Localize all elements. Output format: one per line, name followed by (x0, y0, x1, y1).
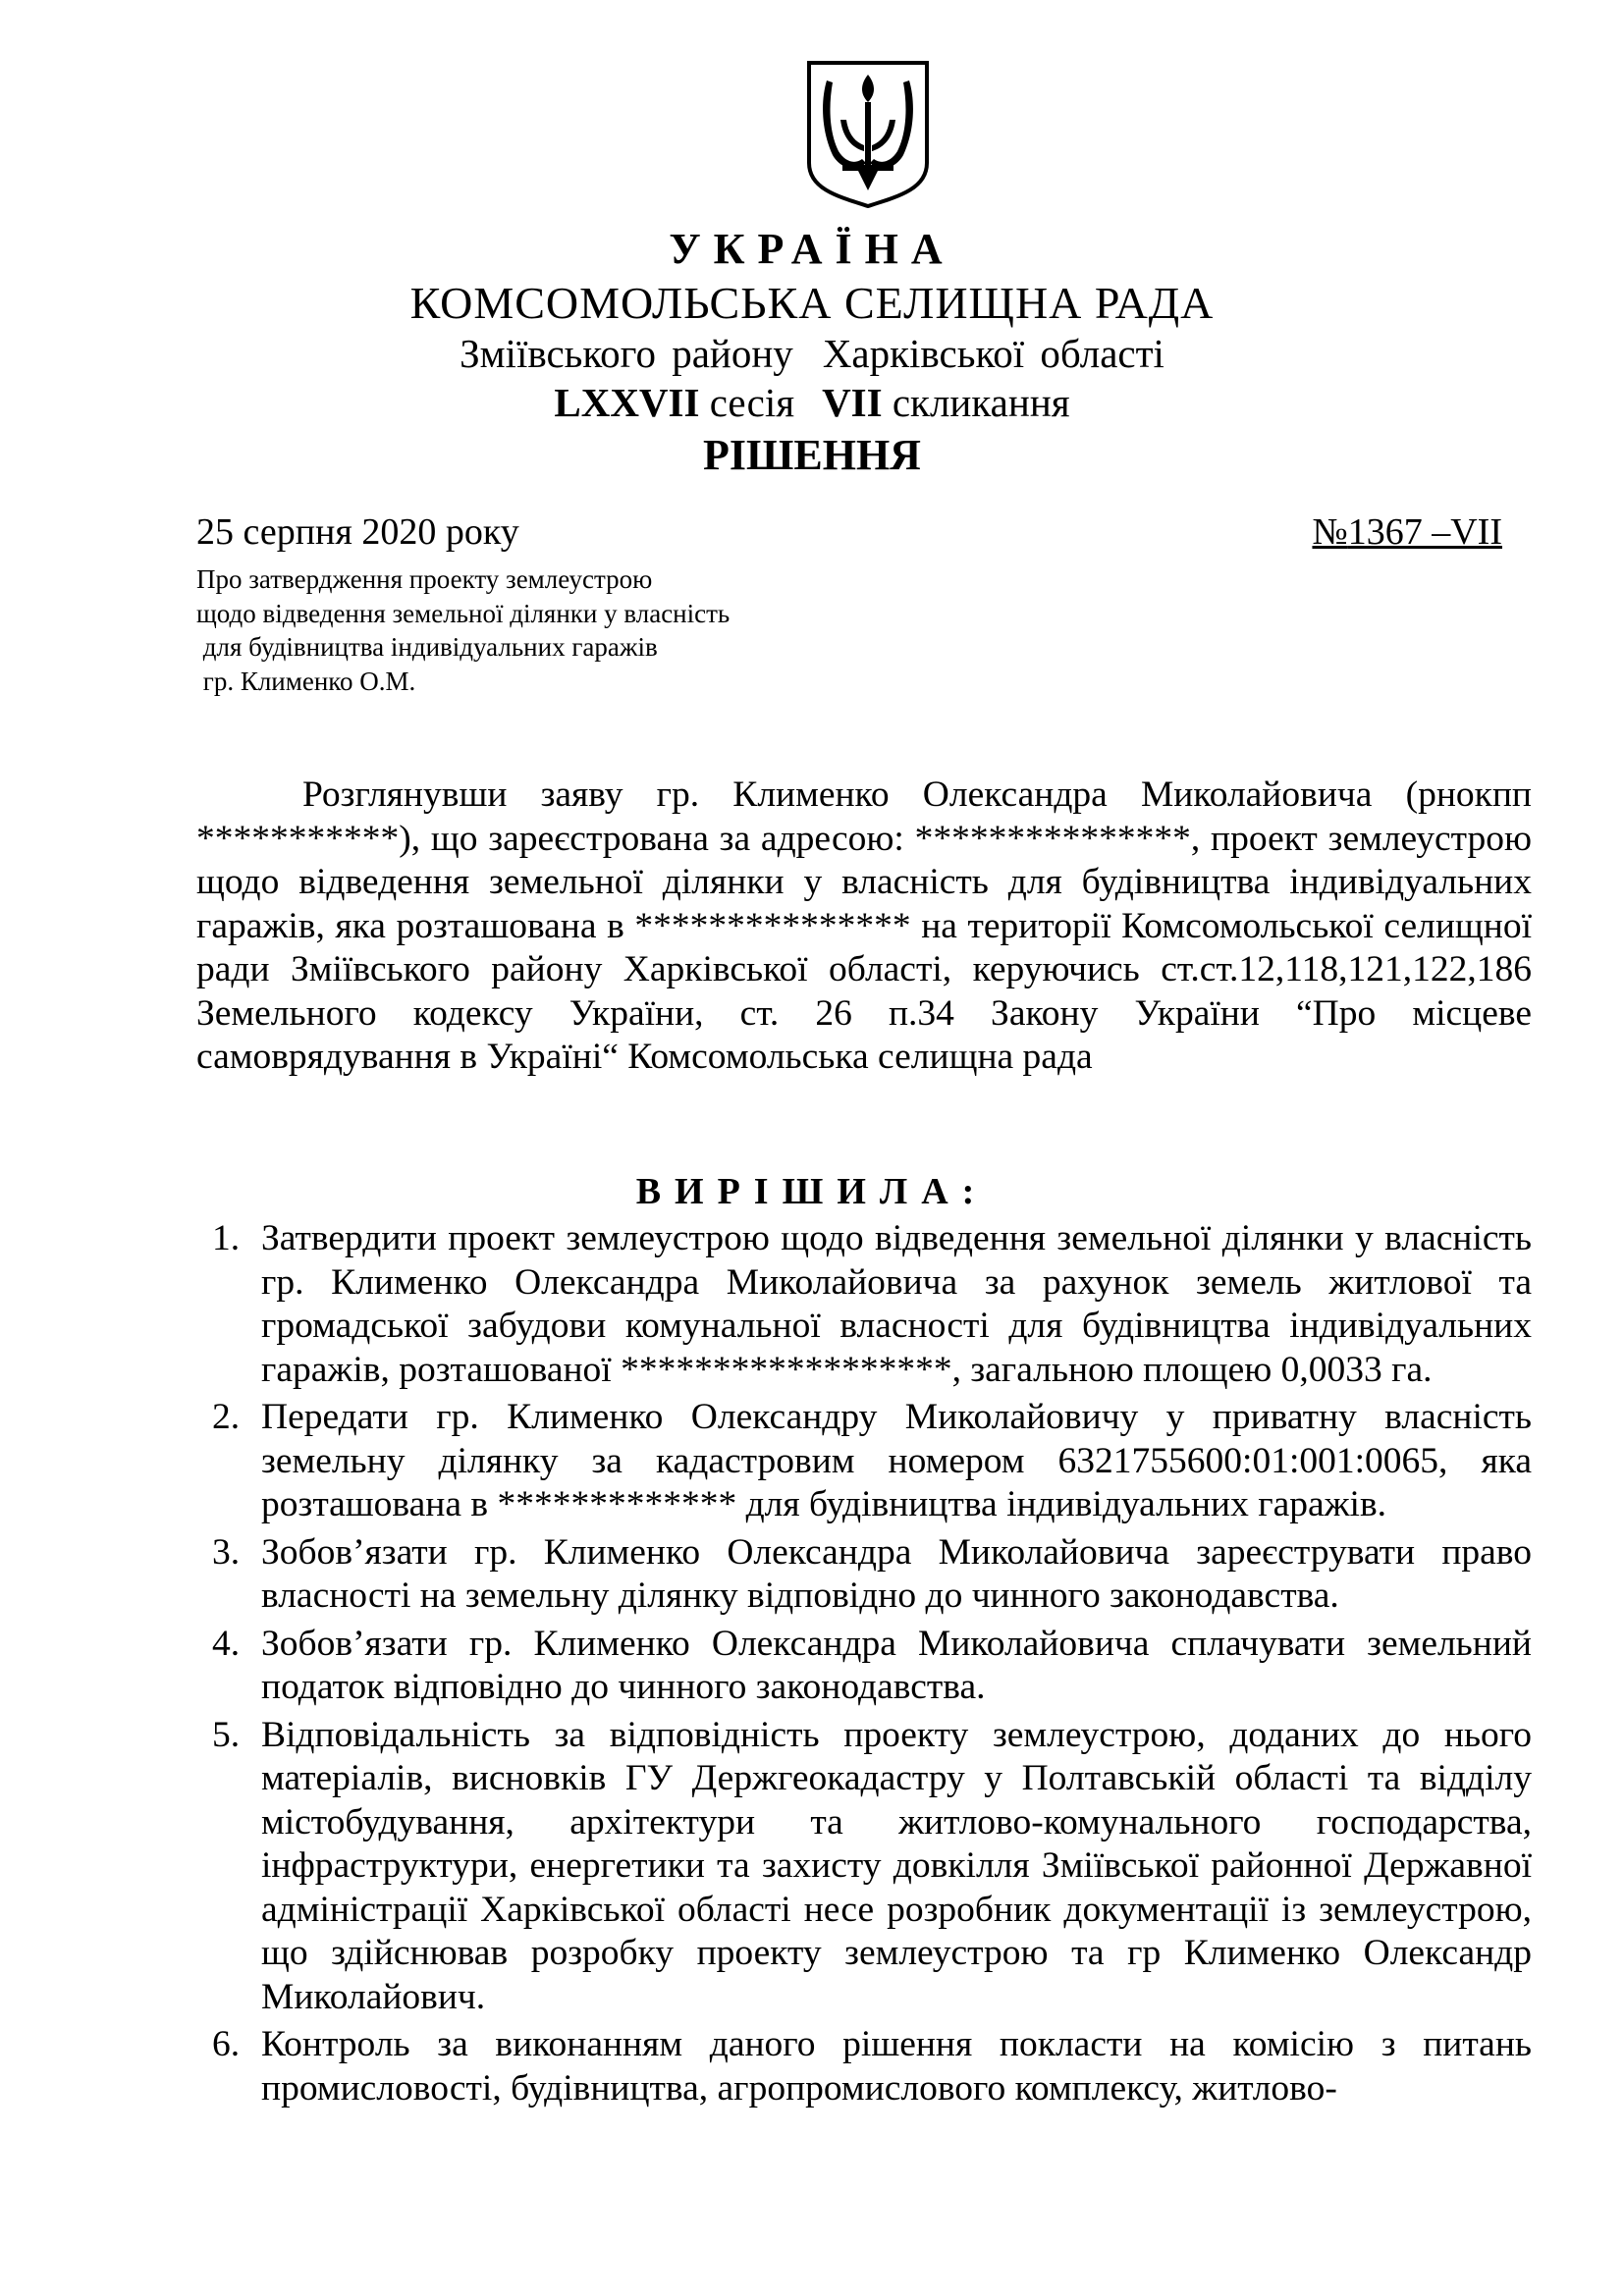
number-sign: № (1312, 511, 1348, 553)
resolved-heading: ВИРІШИЛА: (635, 1171, 989, 1212)
session-line (0, 379, 1624, 426)
convocation-label: скликання (892, 380, 1070, 425)
item-text: Зобов’язати гр. Клименко Олександра Миколайовича зареєструвати право власності на земельну ділянку відповідно до чинного законодавства. (261, 1531, 1532, 1616)
item-number: 4. (212, 1623, 241, 1664)
convocation-number: VII (822, 380, 883, 425)
district-region-line (0, 330, 1624, 377)
council-name: КОМСОМОЛЬСЬКА СЕЛИЩНА РАДА (409, 278, 1215, 328)
decision-date: 25 серпня 2020 року (196, 511, 519, 553)
resolution-item (212, 1396, 1532, 1527)
subject-line: Про затвердження проекту землеустрою (196, 564, 653, 594)
item-text: Відповідальність за відповідність проекту землеустрою, доданих до нього матеріалів, висновків ГУ Держгеокадастру у Полтавській області та відділу містобудування, архітектури та житлово-комунального господарства, інфраструктури, енергетики та захисту довкілля Зміївської районної Державної адміністрації Харківської області несе розробник документації із землеустрою, що здійснював розробку проекту землеустрою та гр Клименко Олександр Миколайович. (261, 1714, 1532, 2017)
document-type-title: РІШЕННЯ (703, 431, 921, 479)
resolution-item (212, 2023, 1532, 2110)
decision-subject (196, 562, 903, 698)
subject-line: щодо відведення земельної ділянки у власність (196, 598, 731, 628)
resolution-items (212, 1217, 1532, 2114)
item-number: 5. (212, 1714, 241, 1755)
item-number: 2. (212, 1397, 241, 1437)
session-number: LXXVII (554, 380, 700, 425)
number-value: 1367 –VII (1347, 511, 1502, 553)
item-text: Затвердити проект землеустрою щодо відведення земельної ділянки у власність гр. Клименко Олександра Миколайовича за рахунок земель житлової та громадської забудови комунальної власності для будівництва індивідуальних гаражів, розташованої ******************, загальною площею 0,0033 га. (261, 1218, 1532, 1390)
item-text: Контроль за виконанням даного рішення покласти на комісію з питань промисловості, будівництва, агропромислового комплексу, житлово- (261, 2024, 1532, 2109)
item-text: Зобов’язати гр. Клименко Олександра Миколайовича сплачувати земельний податок відповідно до чинного законодавства. (261, 1623, 1532, 1707)
district-name: Зміївського району (460, 331, 793, 376)
subject-line: гр. Клименко О.М. (196, 666, 416, 696)
resolution-item (212, 1217, 1532, 1392)
resolution-item (212, 1531, 1532, 1619)
resolution-item (212, 1623, 1532, 1710)
decision-number (1312, 510, 1502, 554)
preamble-paragraph: Розглянувши заяву гр. Клименко Олександра Миколайовича (рнокпп ***********), що зареєстрована за адресою: ***************, проект землеустрою щодо відведення земельної ділянки у власність для будівництва індивідуальних гаражів, яка розташована в *************** на території Комсомольської селищної ради Зміївського району Харківської області, керуючись ст.ст.12,118,121,122,186 Земельного кодексу України, ст. 26 п.34 Закону України “Про місцеве самоврядування в Україні“ Комсомольська селищна рада (196, 774, 1532, 1077)
item-text: Передати гр. Клименко Олександру Миколайовичу у приватну власність земельну ділянку за кадастровим номером 6321755600:01:001:0065, яка розташована в ************* для будівництва індивідуальних гаражів. (261, 1397, 1532, 1524)
resolution-item (212, 1714, 1532, 2020)
item-number: 1. (212, 1218, 241, 1258)
item-number: 3. (212, 1531, 241, 1573)
session-label: сесія (709, 380, 795, 425)
trident-emblem-icon (803, 61, 933, 208)
region-name: Харківської області (822, 331, 1164, 376)
subject-line: для будівництва індивідуальних гаражів (196, 632, 658, 662)
item-number: 6. (212, 2024, 241, 2064)
country-title: УКРАЇНА (669, 225, 955, 273)
